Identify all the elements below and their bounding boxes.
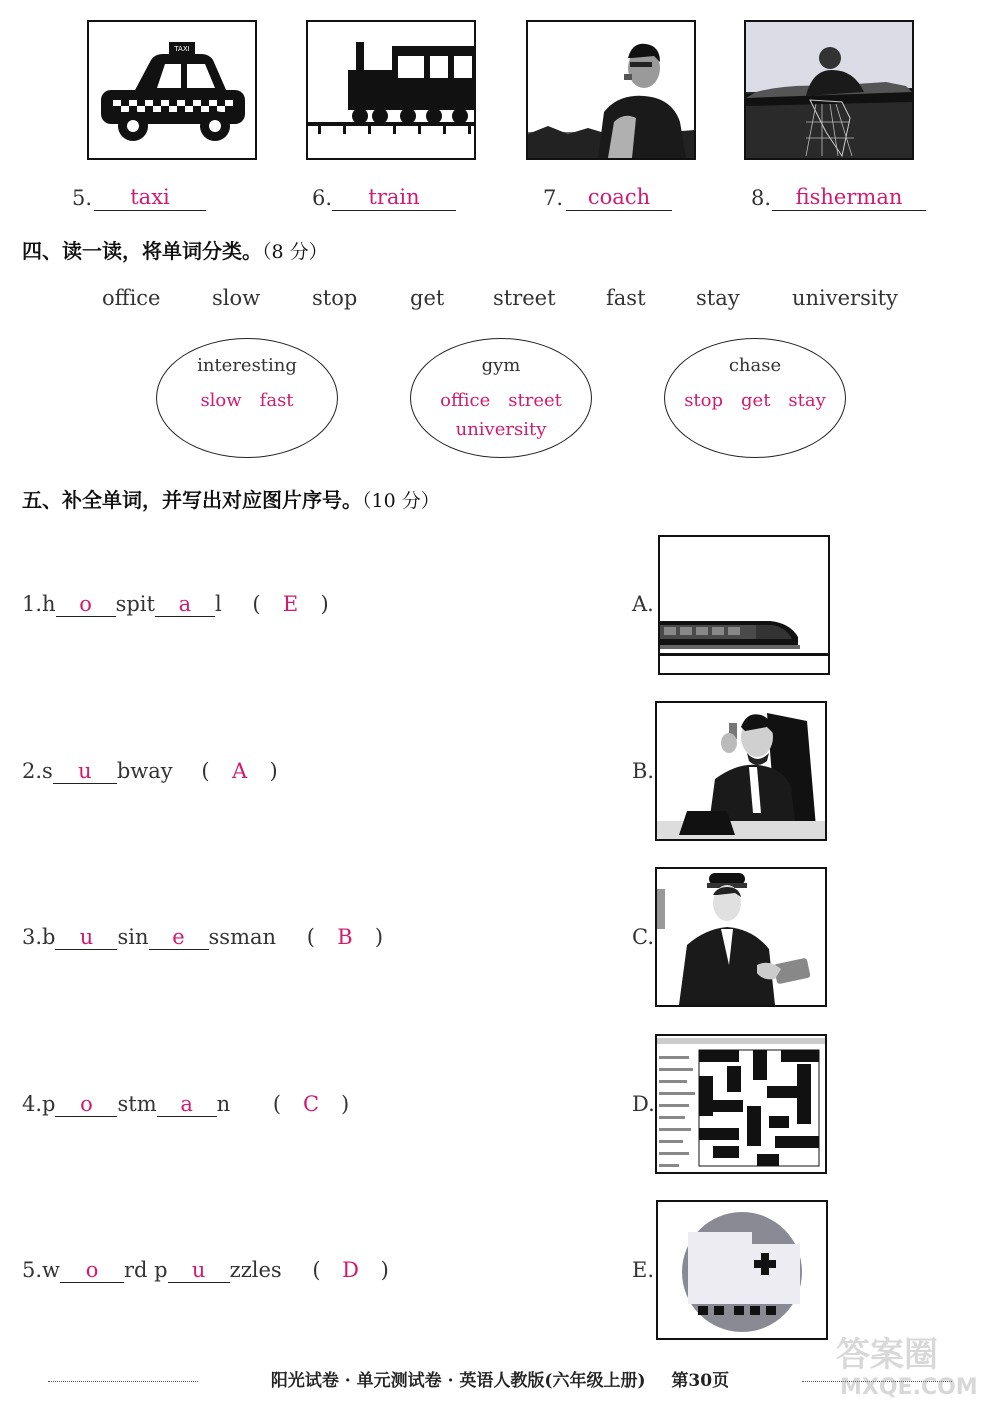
option-d-letter: D. — [632, 1092, 655, 1116]
train-picture — [306, 20, 476, 160]
hospital-icon — [658, 1202, 826, 1338]
section-4-title-text: 四、读一读，将单词分类。 — [22, 239, 262, 263]
q5-answer[interactable]: D — [342, 1258, 359, 1282]
option-c-picture — [655, 867, 827, 1007]
q2-answer[interactable]: A — [231, 759, 248, 783]
oval-1-head: interesting — [197, 355, 297, 376]
q3-mid: sin — [117, 925, 149, 949]
item-8-answer[interactable]: fisherman — [772, 184, 926, 211]
businessman-icon — [657, 703, 825, 839]
subway-train-icon — [660, 537, 828, 673]
taxi-picture — [87, 20, 257, 160]
q3-prefix: 3.b — [22, 925, 56, 949]
word-stay: stay — [696, 286, 740, 310]
footer-text: 阳光试卷 · 单元测试卷 · 英语人教版(六年级上册) — [270, 1371, 646, 1391]
word-office: office — [102, 286, 161, 310]
q1-suffix: l — [214, 592, 222, 616]
option-e-picture — [656, 1200, 828, 1340]
question-1: 1.h o spit a l ( E ) — [22, 592, 329, 616]
option-b-letter: B. — [632, 759, 655, 783]
oval-2-answer-2[interactable]: university — [455, 419, 547, 440]
q4-blank-1[interactable]: o — [55, 1092, 117, 1117]
option-d-picture — [655, 1034, 827, 1174]
fisherman-icon — [746, 22, 912, 158]
item-7-answer[interactable]: coach — [566, 184, 672, 211]
q4-mid: stm — [117, 1092, 157, 1116]
watermark-logo — [830, 1330, 990, 1400]
item-7-number: 7. — [543, 186, 564, 210]
q4-suffix: n — [216, 1092, 231, 1116]
q4-blank-2[interactable]: a — [157, 1092, 217, 1117]
q1-blank-1[interactable]: o — [56, 592, 116, 617]
question-5: 5.w o rd p u zzles ( D ) — [22, 1258, 389, 1282]
item-8-number: 8. — [751, 186, 772, 210]
item-5-answer[interactable]: taxi — [94, 184, 206, 211]
section-4-title — [22, 235, 328, 264]
question-2: 2.s u bway ( A ) — [22, 759, 278, 783]
q1-answer[interactable]: E — [282, 592, 299, 616]
oval-2-head: gym — [481, 355, 521, 376]
section-5-score: （10 分） — [362, 490, 440, 512]
word-street: street — [493, 286, 556, 310]
oval-gym — [410, 338, 592, 458]
postman-icon — [657, 869, 825, 1005]
oval-interesting — [156, 338, 338, 458]
question-4: 4.p o stm a n ( C ) — [22, 1092, 350, 1116]
q3-blank-1[interactable]: u — [55, 925, 117, 950]
q5-prefix: 5.w — [22, 1258, 61, 1282]
fisherman-picture — [744, 20, 914, 160]
option-a-picture — [658, 535, 830, 675]
q2-blank-1[interactable]: u — [53, 759, 117, 784]
q5-blank-1[interactable]: o — [60, 1258, 124, 1283]
taxi-sign: TAXI — [174, 45, 190, 53]
word-get: get — [410, 286, 445, 310]
option-a-letter: A. — [632, 592, 654, 616]
q4-prefix: 4.p — [22, 1092, 56, 1116]
question-3: 3.b u sin e ssman ( B ) — [22, 925, 384, 949]
q2-mid: bway — [116, 759, 173, 783]
option-c-letter: C. — [632, 925, 654, 949]
q1-blank-2[interactable]: a — [155, 592, 215, 617]
q5-suffix: zzles — [229, 1258, 282, 1282]
q1-prefix: 1.h — [22, 592, 56, 616]
item-6-answer[interactable]: train — [332, 184, 456, 211]
q4-answer[interactable]: C — [303, 1092, 320, 1116]
svg-text:MXQE.COM: MXQE.COM — [840, 1375, 978, 1400]
q3-answer[interactable]: B — [337, 925, 353, 949]
section-4-score: （8 分） — [262, 241, 328, 263]
oval-chase — [664, 338, 846, 458]
oval-3-answer[interactable]: stop get stay — [684, 390, 826, 411]
option-b-picture — [655, 701, 827, 841]
oval-3-head: chase — [728, 355, 782, 376]
coach-icon — [528, 22, 694, 158]
q5-blank-2[interactable]: u — [168, 1258, 230, 1283]
word-fast: fast — [606, 286, 646, 310]
oval-1-answer[interactable]: slow fast — [200, 390, 294, 411]
section-5-title — [22, 484, 440, 513]
crossword-icon — [657, 1036, 825, 1172]
q1-mid: spit — [115, 592, 155, 616]
word-university: university — [792, 286, 898, 310]
q3-blank-2[interactable]: e — [149, 925, 209, 950]
q3-suffix: ssman — [208, 925, 277, 949]
word-stop: stop — [312, 286, 358, 310]
q2-prefix: 2.s — [22, 759, 53, 783]
taxi-icon — [89, 22, 255, 158]
footer-page: 第30页 — [671, 1371, 730, 1391]
coach-picture — [526, 20, 696, 160]
item-6-number: 6. — [312, 186, 333, 210]
option-e-letter: E. — [632, 1258, 655, 1282]
section-5-title-text: 五、补全单词，并写出对应图片序号。 — [22, 488, 362, 512]
oval-2-answer-1[interactable]: office street — [440, 390, 562, 411]
train-icon — [308, 22, 474, 158]
svg-text:答案圈: 答案圈 — [836, 1335, 938, 1375]
q5-mid: rd p — [124, 1258, 168, 1282]
item-5-number: 5. — [72, 186, 93, 210]
word-slow: slow — [212, 286, 261, 310]
